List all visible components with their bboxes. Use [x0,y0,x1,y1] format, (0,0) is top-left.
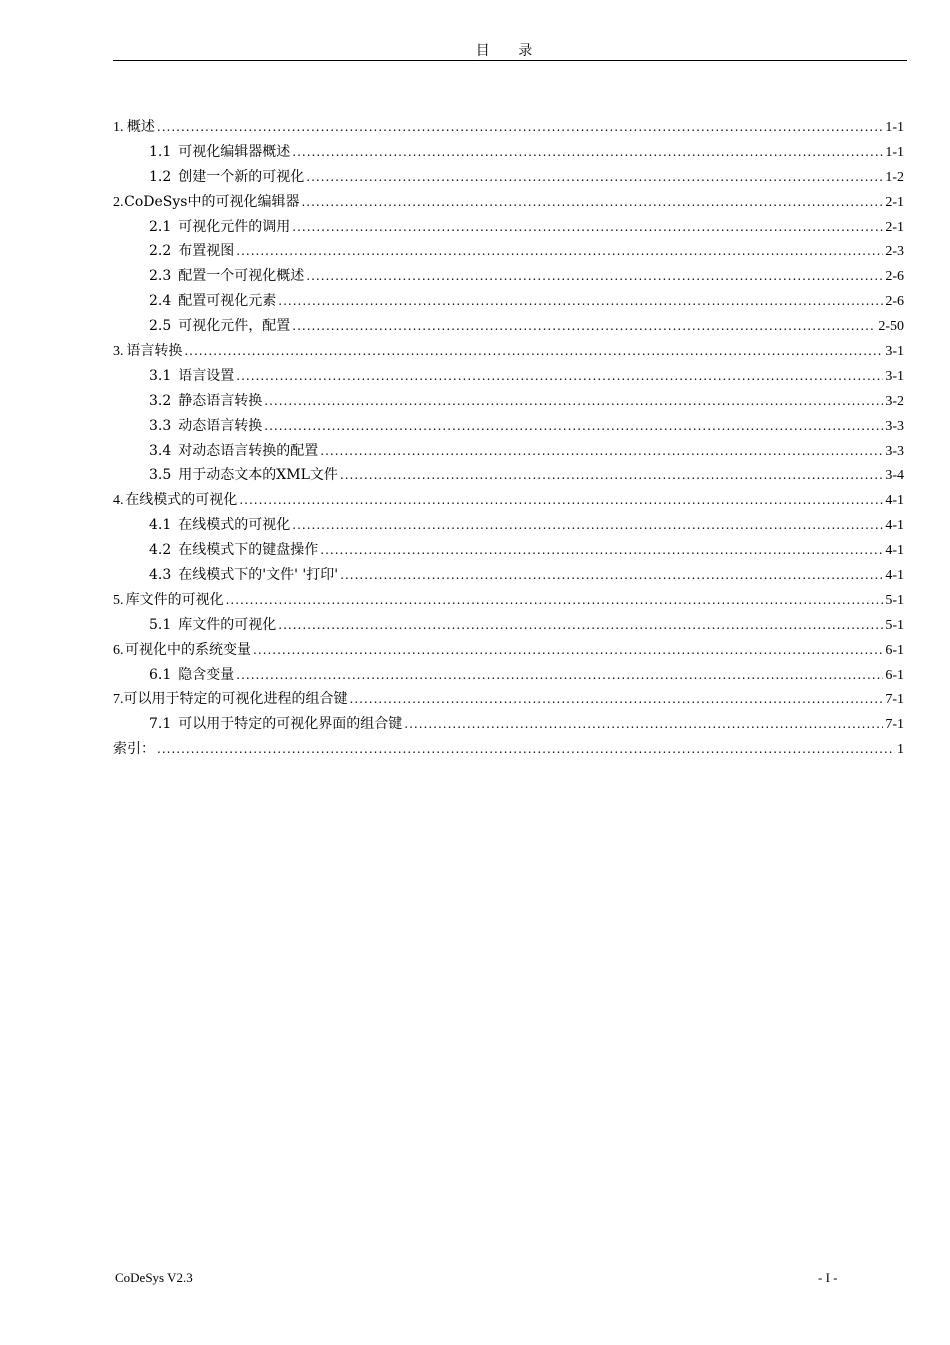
toc-entry-title: CoDeSys中的可视化编辑器 [124,193,300,210]
toc-entry-page: 1-1 [885,144,904,160]
table-of-contents [113,115,904,762]
dot-leader [340,563,883,588]
toc-entry[interactable] [113,638,904,663]
dot-leader [340,463,883,488]
toc-entry-page: 7-1 [885,717,904,733]
toc-entry-number: 6.1 [149,666,172,683]
toc-entry[interactable] [113,513,904,538]
toc-entry-title: 静态语言转换 [178,392,263,409]
toc-entry-number: 3.2 [149,392,172,409]
toc-entry-number: 1.2 [149,168,172,185]
toc-entry-title: 用于动态文本的XML文件 [178,467,338,484]
toc-entry-title: 在线模式的可视化 [178,517,291,534]
toc-entry-page: 4-1 [885,493,904,509]
toc-entry-page: 2-1 [885,194,904,210]
dot-leader [404,712,883,737]
dot-leader [292,513,883,538]
toc-entry-number: 2.1 [149,218,172,235]
toc-entry-page: 2-1 [885,219,904,235]
toc-entry-number: 2.3 [149,268,172,285]
toc-entry[interactable] [113,289,904,314]
toc-entry[interactable] [113,389,904,414]
toc-entry-number: 3.4 [149,442,172,459]
toc-entry-number: 3.1 [149,367,172,384]
dot-leader [278,289,883,314]
toc-entry-page: 2-6 [885,269,904,285]
toc-entry[interactable] [113,165,904,190]
toc-entry-title: 可视化元件，配置 [178,318,291,335]
dot-leader [292,140,883,165]
dot-leader [236,239,883,264]
toc-entry[interactable] [113,737,904,762]
dot-leader [278,613,883,638]
toc-entry-page: 5-1 [885,592,904,608]
toc-entry-page: 3-3 [885,443,904,459]
toc-entry-page: 3-1 [885,344,904,360]
toc-entry-number: 4. [113,493,124,509]
toc-entry[interactable] [113,314,904,339]
header-divider [113,60,907,61]
footer-page-number: - I - [818,1270,838,1285]
dot-leader [306,264,883,289]
toc-entry-title: 可以用于特定的可视化进程的组合键 [123,691,348,708]
toc-entry-title: 可视化中的系统变量 [125,641,252,658]
toc-entry-title: 索引： [113,741,155,758]
toc-entry-title: 配置一个可视化概述 [178,268,305,285]
toc-entry-title: 概述 [126,119,155,135]
toc-entry-number: 2.2 [149,243,172,260]
toc-entry-number: 3.3 [149,417,172,434]
toc-entry-title: 隐含变量 [178,666,235,683]
toc-entry-number: 7.1 [149,716,172,733]
toc-entry[interactable] [113,190,904,215]
dot-leader [301,190,883,215]
toc-entry[interactable] [113,613,904,638]
toc-entry-number: 7. [113,692,124,708]
toc-entry-page: 2-3 [885,244,904,260]
toc-entry-page: 2-6 [885,294,904,310]
footer-product: CoDeSys V2.3 [115,1270,193,1285]
toc-entry-page: 4-1 [885,543,904,559]
toc-entry-title: 语言转换 [126,343,183,360]
toc-entry[interactable] [113,563,904,588]
page-header-title: 目 录 [475,43,545,59]
toc-entry-title: 库文件的可视化 [178,616,277,633]
toc-entry-title: 可视化编辑器概述 [178,143,291,160]
dot-leader [157,737,895,762]
toc-entry-title: 可视化元件的调用 [178,218,291,235]
toc-entry-number: 2.5 [149,318,172,335]
dot-leader [253,638,883,663]
toc-entry-page: 6-1 [885,642,904,658]
toc-entry-page: 5-1 [885,617,904,633]
toc-entry[interactable] [113,663,904,688]
toc-entry-page: 3-4 [885,468,904,484]
toc-entry-number: 2.4 [149,293,172,310]
toc-entry[interactable] [113,215,904,240]
toc-entry-page: 1-1 [885,120,904,135]
dot-leader [157,115,883,140]
toc-entry-title: 配置可视化元素 [178,293,277,310]
dot-leader [184,339,883,364]
toc-entry[interactable] [113,115,904,140]
toc-entry-number: 2. [113,194,124,210]
toc-entry[interactable] [113,364,904,389]
toc-entry-number: 4.2 [149,542,172,559]
toc-entry-page: 3-1 [885,368,904,384]
toc-entry[interactable] [113,239,904,264]
toc-entry[interactable] [113,712,904,737]
toc-entry[interactable] [113,140,904,165]
toc-entry-title: 在线模式下的键盘操作 [178,542,319,559]
toc-entry[interactable] [113,439,904,464]
toc-entry-title: 创建一个新的可视化 [178,168,305,185]
toc-entry[interactable] [113,588,904,613]
toc-entry-number: 1. [113,120,124,135]
dot-leader [320,439,883,464]
toc-entry-page: 7-1 [885,692,904,708]
dot-leader [306,165,883,190]
dot-leader [292,314,876,339]
dot-leader [226,588,884,613]
toc-entry[interactable] [113,339,904,364]
toc-entry-page: 4-1 [885,518,904,534]
toc-entry[interactable] [113,414,904,439]
toc-entry-page: 2-50 [878,319,904,335]
toc-entry[interactable] [113,538,904,563]
dot-leader [236,364,883,389]
dot-leader [264,414,883,439]
toc-entry-page: 6-1 [885,667,904,683]
toc-entry-number: 1.1 [149,143,172,160]
toc-entry-title: 可以用于特定的可视化界面的组合键 [178,716,403,733]
toc-entry[interactable] [113,463,904,488]
toc-entry-title: 库文件的可视化 [125,591,224,608]
toc-entry-title: 在线模式的可视化 [125,492,238,509]
dot-leader [320,538,883,563]
toc-entry-number: 4.3 [149,567,172,584]
toc-entry-number: 6. [113,642,124,658]
toc-entry-title: 动态语言转换 [178,417,263,434]
dot-leader [236,663,883,688]
toc-entry[interactable] [113,687,904,712]
toc-entry-number: 5. [113,592,124,608]
toc-entry[interactable] [113,488,904,513]
toc-entry-page: 3-3 [885,418,904,434]
dot-leader [239,488,883,513]
toc-entry-number: 4.1 [149,517,172,534]
dot-leader [264,389,883,414]
toc-entry-number: 3.5 [149,467,172,484]
dot-leader [292,215,883,240]
toc-entry-number: 3. [113,344,124,360]
toc-entry-page: 4-1 [885,568,904,584]
toc-entry-title: 对动态语言转换的配置 [178,442,319,459]
toc-entry-title: 语言设置 [178,367,235,384]
toc-entry[interactable] [113,264,904,289]
toc-entry-page: 3-2 [885,393,904,409]
toc-entry-title: 在线模式下的'文件' '打印' [178,567,339,584]
toc-entry-number: 5.1 [149,616,172,633]
toc-entry-title: 布置视图 [178,243,235,260]
dot-leader [350,687,884,712]
toc-entry-page: 1 [897,742,904,758]
toc-entry-page: 1-2 [885,169,904,185]
